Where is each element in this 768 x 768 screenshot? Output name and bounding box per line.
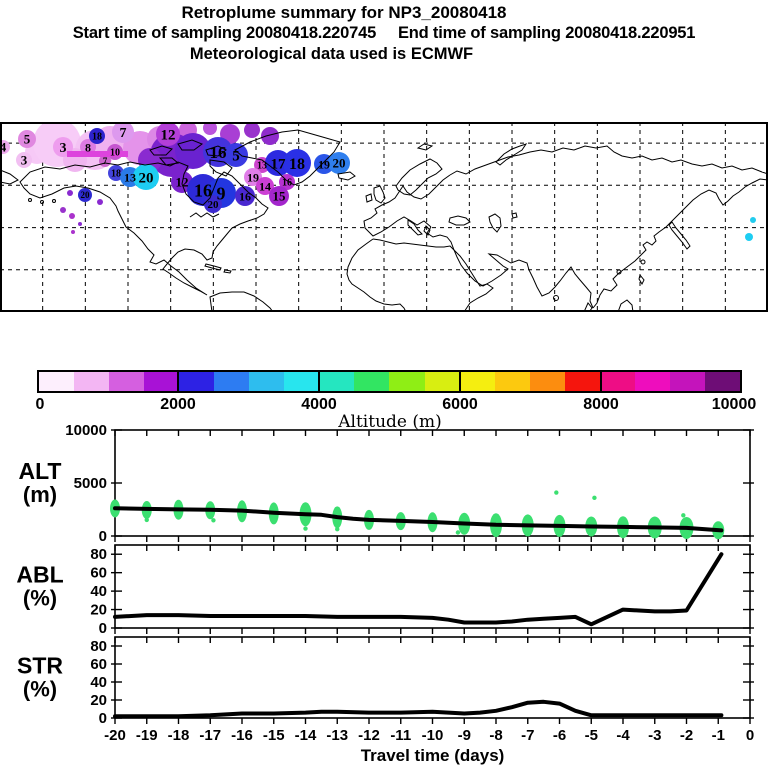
plume-day-label: 7 [102, 156, 108, 167]
coast-asia-pacific [593, 179, 768, 308]
colorbar-segment [284, 372, 319, 391]
distribution-speck [592, 496, 596, 500]
coast-africa-west [347, 239, 406, 312]
y-tick-label: 60 [90, 656, 107, 673]
colorbar-segment [670, 372, 705, 391]
panel-unit: (%) [22, 676, 58, 702]
plume-day-label: 16 [239, 189, 251, 204]
colorbar-tick-line [177, 370, 179, 393]
distribution-speck [335, 527, 339, 531]
colorbar-segment [214, 372, 249, 391]
x-axis-label: -10 [421, 727, 444, 744]
colorbar-segment [495, 372, 530, 391]
plume-day-label: 13 [257, 160, 267, 172]
met-data-source: Meteorological data used is ECMWF [189, 45, 474, 63]
str-panel [17, 637, 754, 727]
plume-day-label: 8 [85, 140, 91, 155]
aleutian-island [29, 199, 32, 202]
x-axis-label: -6 [552, 727, 567, 744]
coast-south-asia [427, 227, 593, 308]
y-tick-label: 80 [90, 546, 107, 564]
colorbar-tick-label: 4000 [301, 396, 337, 413]
colorbar-segment [425, 372, 460, 391]
plume-circle [244, 122, 260, 138]
x-axis-label: -20 [104, 727, 126, 744]
world-map [0, 122, 768, 312]
plume-day-label: 19 [247, 170, 259, 185]
x-axis-label: -9 [457, 727, 471, 744]
colorbar-caption: Altitude (m) [338, 412, 442, 432]
y-tick-label: 0 [98, 620, 107, 637]
coast-japan [669, 222, 690, 249]
y-tick-label: 0 [98, 528, 107, 545]
x-axis-label: -19 [135, 727, 158, 744]
plume-day-label: 13 [124, 170, 136, 185]
altitude-colorbar [37, 370, 742, 393]
x-axis-label: -1 [711, 727, 725, 744]
colorbar-tick-label: 10000 [711, 396, 757, 413]
panel-name: ABL [16, 561, 64, 588]
colorbar-tick-label: 8000 [583, 396, 619, 413]
plume-day-label: 16 [209, 143, 227, 163]
x-axis-title: Travel time (days) [360, 746, 505, 765]
plume-day-label: 19 [318, 157, 330, 172]
colorbar-segment [565, 372, 600, 391]
caspian-sea [489, 214, 501, 232]
panel-unit: (m) [22, 482, 58, 507]
distribution-speck [681, 513, 685, 517]
colorbar-tick-line [600, 370, 602, 393]
taiwan-island [641, 260, 645, 264]
plume-day-label: 14 [259, 179, 271, 194]
colorbar-tick-line [318, 370, 320, 393]
plume-day-label: 18 [111, 168, 121, 180]
great-lakes [190, 213, 219, 217]
plume-day-label: 3 [20, 152, 28, 168]
coast-svalbard [418, 144, 432, 150]
coast-africa-northeast [373, 239, 493, 312]
abl-line [115, 554, 721, 624]
x-axis-label: -4 [616, 727, 630, 744]
plume-day-label: 20 [332, 155, 346, 171]
y-tick-label: 0 [98, 710, 107, 727]
plume-circles [0, 122, 756, 241]
colorbar-segment [389, 372, 424, 391]
coast-iceland [338, 172, 355, 180]
panel-name: STR [17, 652, 63, 679]
plume-circle [745, 233, 753, 241]
y-tick-label: 80 [90, 638, 107, 655]
abl-panel [16, 545, 754, 637]
distribution-speck [303, 526, 307, 530]
plume-day-label: 17 [270, 156, 286, 173]
x-axis-label: -7 [521, 727, 535, 744]
plume-day-label: 5 [232, 148, 240, 165]
colorbar-segment [249, 372, 284, 391]
y-tick-label: 40 [90, 674, 107, 691]
coast-south-america [210, 292, 273, 312]
colorbar-tick-label: 6000 [442, 396, 478, 413]
colorbar-segment [39, 372, 74, 391]
plume-day-label: 9 [216, 183, 226, 204]
y-tick-label: 20 [90, 601, 107, 619]
plume-day-label: 3 [59, 141, 67, 157]
x-axis-label: -11 [390, 727, 412, 744]
plume-circle [750, 217, 756, 223]
y-tick-label: 10000 [65, 422, 107, 439]
page-title: Retroplume summary for NP3_20080418 [181, 3, 507, 22]
x-axis-label: -16 [231, 727, 253, 744]
plume-day-label: 20 [207, 198, 219, 211]
x-axis-label: -17 [199, 727, 222, 744]
plume-circle [71, 230, 75, 234]
plume-day-label: 10 [110, 147, 120, 159]
colorbar-tick-line [459, 370, 461, 393]
colorbar-segment [179, 372, 214, 391]
coast-chukotka [0, 170, 18, 184]
x-axis-label: -18 [167, 727, 190, 744]
plume-circle [60, 207, 66, 213]
panel-name: ALT [18, 458, 62, 484]
plume-day-label: 4 [0, 139, 7, 155]
distribution-speck [145, 518, 149, 522]
coast-scandinavia [396, 159, 442, 195]
x-axis-label: -15 [262, 727, 285, 744]
x-axis-label: -2 [679, 727, 694, 744]
plume-circle [67, 190, 73, 196]
colorbar-tick-labels [0, 396, 768, 413]
coast-british-isles [366, 186, 385, 203]
header [0, 2, 768, 65]
y-tick-label: 60 [90, 564, 107, 582]
colorbar-segment [635, 372, 670, 391]
plume-circle [97, 199, 103, 205]
plume-day-label: 16 [194, 180, 212, 201]
sampling-times: Start time of sampling 20080418.220745 End time of sampling 20080418.220951 [72, 24, 696, 42]
colorbar-segment [354, 372, 389, 391]
plume-day-label: 18 [289, 155, 305, 173]
alt-panel [18, 422, 754, 545]
timeseries-panels [0, 420, 768, 768]
plume-day-label: 12 [160, 127, 176, 144]
y-tick-label: 40 [90, 583, 107, 601]
colorbar-tick-label: 2000 [160, 396, 196, 413]
colorbar-segment [144, 372, 179, 391]
distribution-speck [554, 490, 558, 494]
plume-circle [69, 213, 75, 219]
plume-day-label: 15 [272, 188, 286, 204]
x-axis-label: 0 [745, 727, 755, 744]
colorbar-segment [460, 372, 495, 391]
alt-line [115, 508, 721, 530]
colorbar-segment [705, 372, 740, 391]
str-panel-border [115, 637, 750, 718]
coast-caribbean [205, 264, 231, 273]
distribution-speck [456, 530, 460, 534]
plume-day-label: 7 [119, 126, 127, 142]
colorbar-tick-label: 0 [35, 396, 45, 413]
x-axis-label: -13 [326, 727, 349, 744]
aleutian-island [41, 201, 44, 204]
colorbar-segment [319, 372, 354, 391]
plume-circle [261, 127, 279, 145]
aral-sea [512, 213, 517, 218]
colorbar-segment [109, 372, 144, 391]
y-tick-label: 5000 [73, 475, 107, 492]
plume-day-label: 5 [23, 131, 31, 147]
colorbar-segment [74, 372, 109, 391]
plume-day-label: 20 [80, 190, 90, 201]
x-axis-label: -8 [489, 727, 503, 744]
plume-day-label: 16 [282, 177, 292, 189]
black-sea [449, 216, 470, 225]
x-axis-label: -3 [648, 727, 662, 744]
x-axis-label: -12 [358, 727, 380, 744]
plume-day-label: 12 [175, 174, 189, 190]
x-axis-label: -14 [294, 727, 317, 744]
colorbar-segment [530, 372, 565, 391]
plume-day-label: 18 [92, 131, 102, 143]
panel-unit: (%) [22, 585, 58, 611]
x-axis-label: -5 [584, 727, 598, 744]
y-tick-label: 20 [90, 692, 107, 709]
distribution-speck [211, 518, 215, 522]
plume-circle [78, 222, 82, 226]
plume-day-label: 20 [138, 170, 154, 187]
colorbar-segment [600, 372, 635, 391]
str-line [115, 702, 721, 716]
aleutian-island [53, 200, 56, 203]
coast-europe [364, 175, 450, 236]
